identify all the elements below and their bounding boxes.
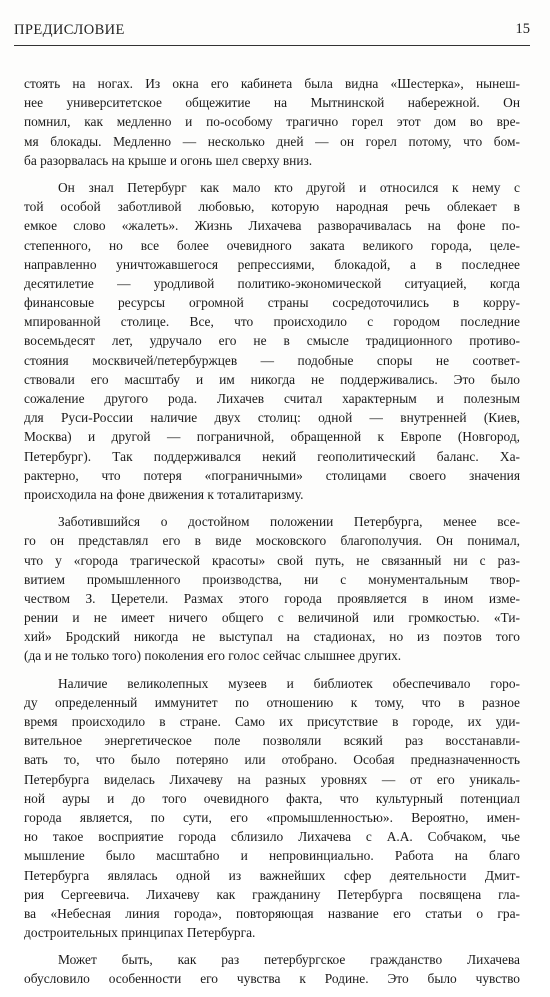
text-line: Наличие великолепных музеев и библиотек обеспечивало горо-: [58, 675, 520, 691]
text-line: мя блокады. Медленно — несколько дней — он горел потому, что бом-: [24, 133, 520, 149]
text-line: мышление было масштабно и непровинциально. Работа на благо: [24, 848, 520, 864]
page-number: 15: [515, 21, 530, 37]
text-line: Он знал Петербург как мало кто другой и относился к нему с: [58, 179, 520, 195]
text-line: Заботившийся о достойном положении Петербурга, менее все-: [58, 514, 520, 530]
text-line: рия Сергеевича. Лихачеву как гражданину Петербурга посвящена гла-: [24, 886, 520, 902]
text-line: Петербурга виделась Лихачеву на разных уровнях — от его уникаль-: [24, 771, 520, 787]
text-line: достроительных принципах Петербурга.: [24, 925, 256, 941]
text-line: рактерно, что потеря «пограничными» столицами своего значения: [24, 467, 520, 483]
paragraph: [24, 178, 520, 504]
text-line: Петербург). Так поддерживался некий геополитический баланс. Ха-: [24, 448, 520, 464]
text-line: нее университетское общежитие на Мытнинской набережной. Он: [24, 95, 520, 111]
text-line: вительное энергетическое поле позволяли всякий раз восстанавли-: [24, 733, 520, 749]
text-line: ва «Небесная линия города», повторяющая название его статьи о гра-: [24, 905, 520, 921]
text-line: Может быть, как раз петербургское гражданство Лихачева: [58, 952, 520, 968]
text-line: Москва) и другой — пограничной, обращенной к Европе (Новгород,: [24, 429, 520, 445]
text-line: десятилетие — уродливой политико-экономической ситуацией, когда: [24, 275, 520, 291]
text-line: происходила на фоне движения к тоталитаризму.: [24, 486, 304, 502]
text-line: чеством З. Церетели. Размах этого города проявляется в ином изме-: [24, 590, 520, 606]
paragraph: [24, 74, 520, 170]
text-line: степенного, но все более очевидного заката великого города, целе-: [24, 237, 520, 253]
paragraph: [24, 674, 520, 943]
text-line: города является, по сути, его «промышленностью». Вероятно, имен-: [24, 809, 520, 825]
paragraph: [24, 512, 520, 666]
paragraph: [24, 950, 520, 988]
text-line: для Руси-России наличие двух столиц: одной — внутренней (Киев,: [24, 410, 520, 426]
text-line: (да и не только того) поколения его голос сейчас слышнее других.: [24, 648, 402, 664]
text-line: но такое восприятие города сблизило Лихачева с А.А. Собчаком, чье: [24, 829, 520, 845]
section-title: ПРЕДИСЛОВИЕ: [14, 22, 125, 38]
text-line: стоять на ногах. Из окна его кабинета была видна «Шестерка», нынеш-: [24, 76, 520, 91]
text-line: ной ауры и до того очевидного факта, что культурный потенциал: [24, 790, 520, 806]
text-line: той особой заботливой любовью, которую народная речь облекает в: [24, 199, 520, 215]
text-line: время происходило в стране. Само их присутствие в городе, их уди-: [24, 714, 520, 729]
text-line: вать то, что было потеряно или отобрано. Особая предназначенность: [24, 752, 520, 768]
text-line: сожаление другого рода. Лихачев считал характерным и полезным: [24, 391, 520, 406]
text-line: что у «города трагической красоты» свой путь, не связанный ни с раз-: [24, 552, 520, 568]
text-line: восемьдесят лет, удручало его не в смысле традиционного противо-: [24, 333, 520, 349]
text-line: рении и не имеет ничего общего с величиной или громкостью. «Ти-: [24, 610, 520, 626]
header-rule: [14, 45, 530, 46]
text-line: стояния москвичей/петербуржцев — подобные споры не соответ-: [24, 352, 520, 368]
text-line: го он представлял его в виде московского благополучия. Он понимал,: [24, 533, 520, 549]
text-line: обусловило особенности его чувства к Родине. Это было чувство: [24, 971, 520, 987]
text-line: направленно уничтожавшегося репрессиями, блокадой, а в последнее: [24, 256, 520, 272]
text-line: ба разорвалась на крыше и огонь шел сверху вниз.: [24, 152, 313, 168]
text-line: хий» Бродский никогда не выступал на стадионах, но из поэтов того: [24, 629, 520, 645]
running-header: [14, 22, 536, 44]
text-line: ствовали его масштабу и им никогда не поддерживались. Это было: [24, 371, 520, 387]
text-line: ду определенный иммунитет по отношению к тому, что в разное: [24, 694, 520, 710]
text-line: витием промышленного производства, ни с монументальным твор-: [24, 571, 520, 587]
text-line: помнил, как медленно и по-особому трагично горел этот дом во вре-: [24, 114, 520, 130]
text-line: мпированной столице. Все, что происходило с городом последние: [24, 314, 520, 330]
body-text: [24, 74, 520, 997]
text-line: Петербурга являлась одной из важнейших сфер деятельности Дмит-: [24, 867, 520, 883]
text-line: емкое слово «жалеть». Жизнь Лихачева разворачивалась на фоне по-: [24, 218, 520, 234]
text-line: финансовые ресурсы огромной страны сосредоточились в корру-: [24, 295, 520, 311]
